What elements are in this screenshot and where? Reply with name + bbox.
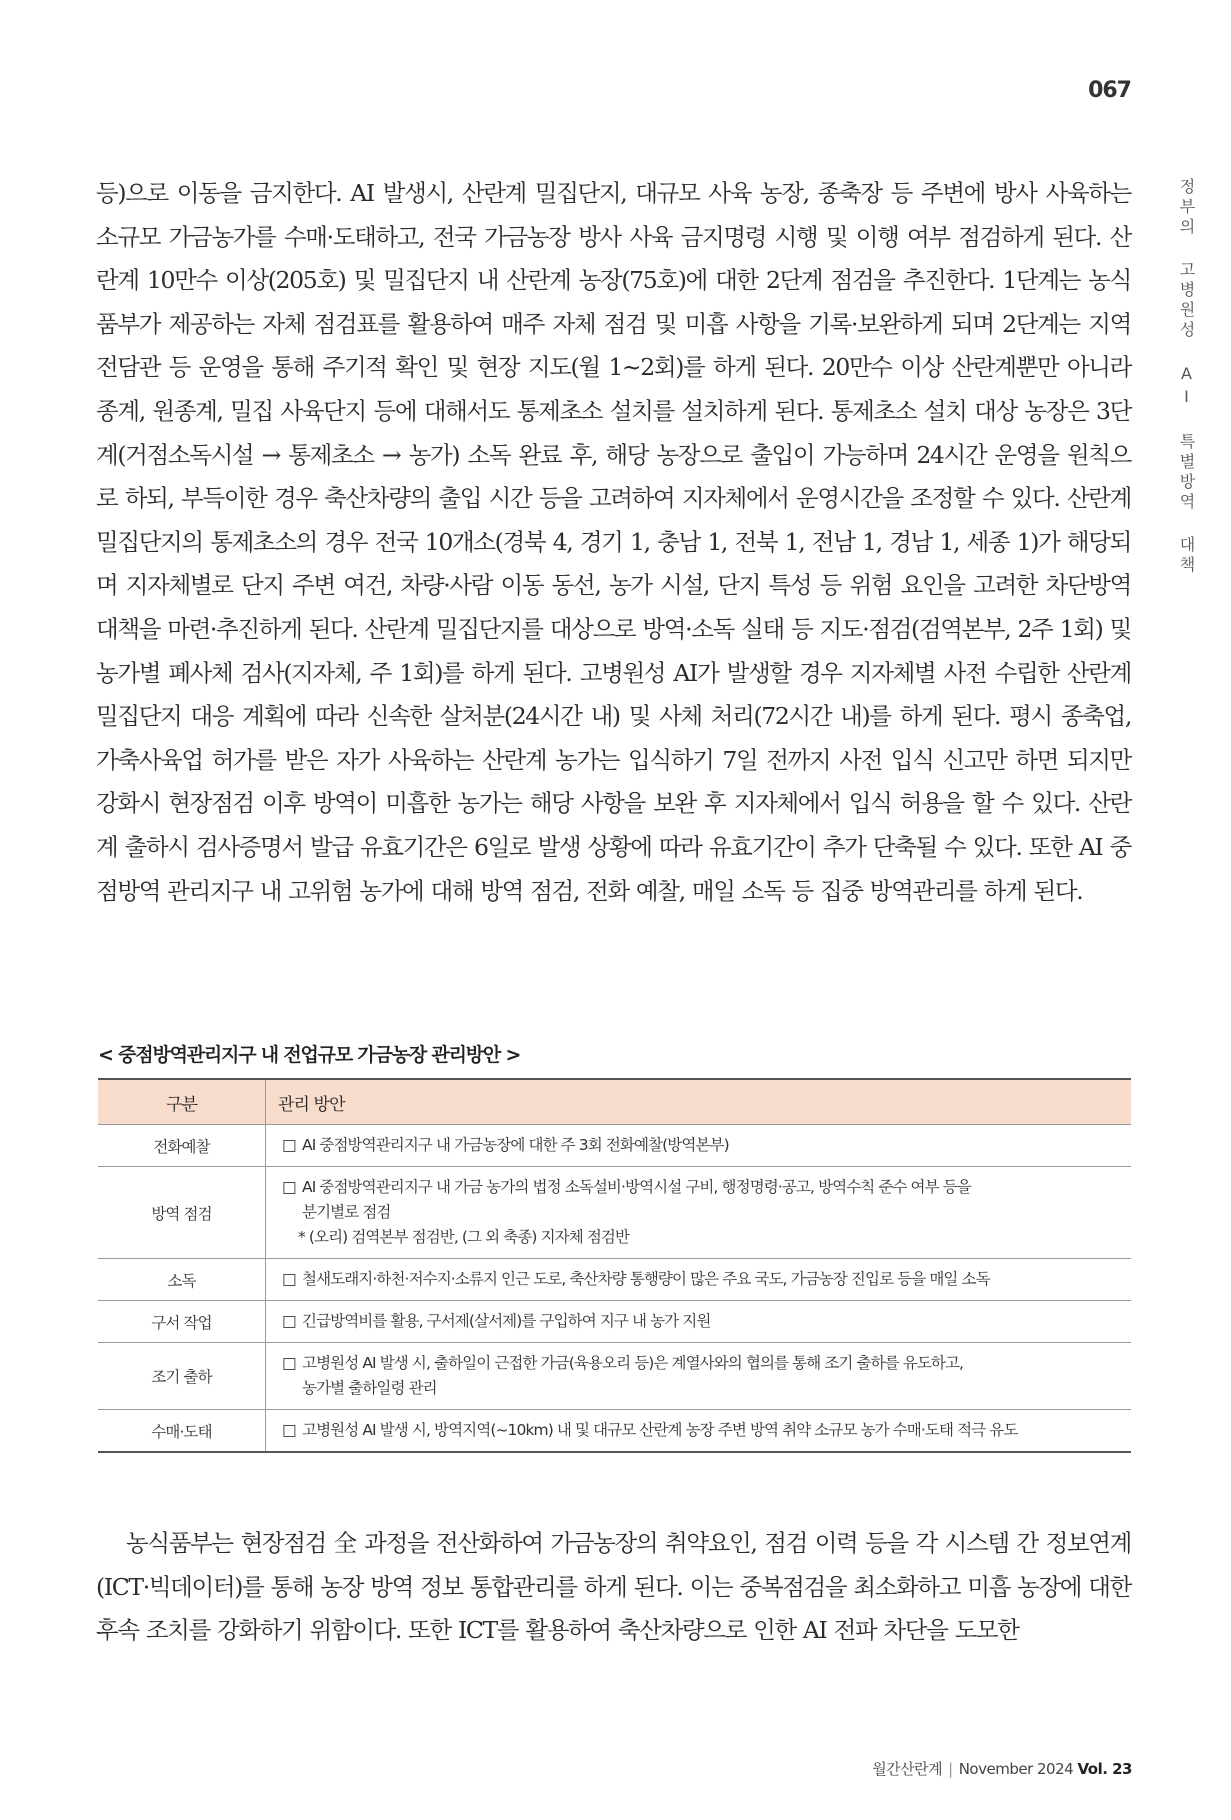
table-caption: < 중점방역관리지구 내 전업규모 가금농장 관리방안 > <box>98 1044 521 1066</box>
table-row <box>98 1259 1131 1301</box>
row-content <box>266 1301 1132 1343</box>
table-row <box>98 1125 1131 1167</box>
row-content <box>266 1343 1132 1410</box>
body-paragraph-1: 등)으로 이동을 금지한다. AI 발생시, 산란계 밀집단지, 대규모 사육 농장, 종축장 등 주변에 방사 사육하는 소규모 가금농가를 수매·도태하고, 전국 가금농장 방사 사육 금지명령 시행 및 이행 여부 점검하게 된다. 산란계 10만수 이상(205호) 및 밀집단지 내 산란계 농장(75호)에 대한 2단계 점검을 추진한다. 1단계는 농식품부가 제공하는 자체 점검표를 활용하여 매주 자체 점검 및 미흡 사항을 기록·보완하게 되며 2단계는 지역 전담관 등 운영을 통해 주기적 확인 및 현장 지도(월 1~2회)를 하게 된다. 20만수 이상 산란계뿐만 아니라 종계, 원종계, 밀집 사육단지 등에 대해서도 통제초소 설치를 설치하게 된다. 통제초소 설치 대상 농장은 3단계(거점소독시설 → 통제초소 → 농가) 소독 완료 후, 해당 농장으로 출입이 가능하며 24시간 운영을 원칙으로 하되, 부득이한 경우 축산차량의 출입 시간 등을 고려하여 지자체에서 운영시간을 조정할 수 있다. 산란계 밀집단지의 통제초소의 경우 전국 10개소(경북 4, 경기 1, 충남 1, 전북 1, 전남 1, 경남 1, 세종 1)가 해당되며 지자체별로 단지 주변 여건, 차량·사람 이동 동선, 농가 시설, 단지 특성 등 위험 요인을 고려한 차단방역 대책을 마련·추진하게 된다. 산란계 밀집단지를 대상으로 방역·소독 실태 등 지도·점검(검역본부, 2주 1회) 및 농가별 폐사체 검사(지자체, 주 1회)를 하게 된다. 고병원성 AI가 발생할 경우 지자체별 사전 수립한 산란계 밀집단지 대응 계획에 따라 신속한 살처분(24시간 내) 및 사체 처리(72시간 내)를 하게 된다. 평시 종축업, 가축사육업 허가를 받은 자가 사육하는 산란계 농가는 입식하기 7일 전까지 사전 입식 신고만 하면 되지만 강화시 현장점검 이후 방역이 미흡한 농가는 해당 사항을 보완 후 지자체에서 입식 허용을 할 수 있다. 산란계 출하시 검사증명서 발급 유효기간은 6일로 발생 상황에 따라 유효기간이 추가 단축될 수 있다. 또한 AI 중점방역 관리지구 내 고위험 농가에 대해 방역 점검, 전화 예찰, 매일 소독 등 집중 방역관리를 하게 된다. <box>96 179 1131 905</box>
row-content <box>266 1125 1132 1167</box>
row-category: 소독 <box>98 1259 266 1301</box>
row-text: 고병원성 AI 발생 시, 출하일이 근접한 가금(육용오리 등)은 계열사와의 협의를 통해 조기 출하를 유도하고, <box>302 1354 964 1372</box>
volume-number: Vol. 23 <box>1077 1760 1132 1778</box>
footer <box>860 1758 1132 1779</box>
checkbox-icon: □ <box>282 1312 296 1330</box>
footer-separator: | <box>948 1760 953 1778</box>
row-category: 조기 출하 <box>98 1343 266 1410</box>
table-header-row <box>98 1079 1131 1125</box>
row-category: 수매·도태 <box>98 1410 266 1453</box>
row-text: 긴급방역비를 활용, 구서제(살서제)를 구입하여 지구 내 농가 지원 <box>302 1312 711 1330</box>
row-text: AI 중점방역관리지구 내 가금 농가의 법정 소독설비·방역시설 구비, 행정명령·공고, 방역수칙 준수 여부 등을 <box>302 1178 971 1196</box>
checkbox-icon: □ <box>282 1421 296 1439</box>
checkbox-icon: □ <box>282 1136 296 1154</box>
section-side-title: 정부의 고병원성 AI 특별방역 대책 <box>1177 178 1196 576</box>
table-row <box>98 1410 1131 1453</box>
row-category: 방역 점검 <box>98 1167 266 1259</box>
header-plan: 관리 방안 <box>266 1079 1132 1125</box>
row-text: 분기별로 점검 <box>302 1203 391 1221</box>
row-text: 고병원성 AI 발생 시, 방역지역(~10km) 내 및 대규모 산란계 농장 주변 방역 취약 소규모 농가 수매·도태 적극 유도 <box>302 1421 1018 1439</box>
row-content <box>266 1410 1132 1453</box>
row-category: 구서 작업 <box>98 1301 266 1343</box>
management-table <box>98 1078 1131 1453</box>
row-category: 전화예찰 <box>98 1125 266 1167</box>
issue-date: November 2024 <box>958 1760 1074 1778</box>
page-number: 067 <box>1088 78 1131 103</box>
checkbox-icon: □ <box>282 1354 296 1372</box>
checkbox-icon: □ <box>282 1178 296 1196</box>
header-category: 구분 <box>98 1079 266 1125</box>
row-text: 철새도래지·하천·저수지·소류지 인근 도로, 축산차량 통행량이 많은 주요 국도, 가금농장 진입로 등을 매일 소독 <box>302 1270 990 1288</box>
row-content <box>266 1259 1132 1301</box>
magazine-name: 월간산란계 <box>872 1760 943 1778</box>
row-note: * (오리) 검역본부 점검반, (그 외 축종) 지자체 점검반 <box>298 1228 630 1246</box>
table-row <box>98 1167 1131 1259</box>
checkbox-icon: □ <box>282 1270 296 1288</box>
row-text: AI 중점방역관리지구 내 가금농장에 대한 주 3회 전화예찰(방역본부) <box>302 1136 729 1154</box>
row-content <box>266 1167 1132 1259</box>
table-row <box>98 1343 1131 1410</box>
table-row <box>98 1301 1131 1343</box>
body-paragraph-2: 농식품부는 현장점검 全 과정을 전산화하여 가금농장의 취약요인, 점검 이력 등을 각 시스템 간 정보연계(ICT·빅데이터)를 통해 농장 방역 정보 통합관리를 하게 된다. 이는 중복점검을 최소화하고 미흡 농장에 대한 후속 조치를 강화하기 위함이다. 또한 ICT를 활용하여 축산차량으로 인한 AI 전파 차단을 도모한 <box>96 1529 1131 1645</box>
row-text: 농가별 출하일령 관리 <box>302 1379 437 1397</box>
